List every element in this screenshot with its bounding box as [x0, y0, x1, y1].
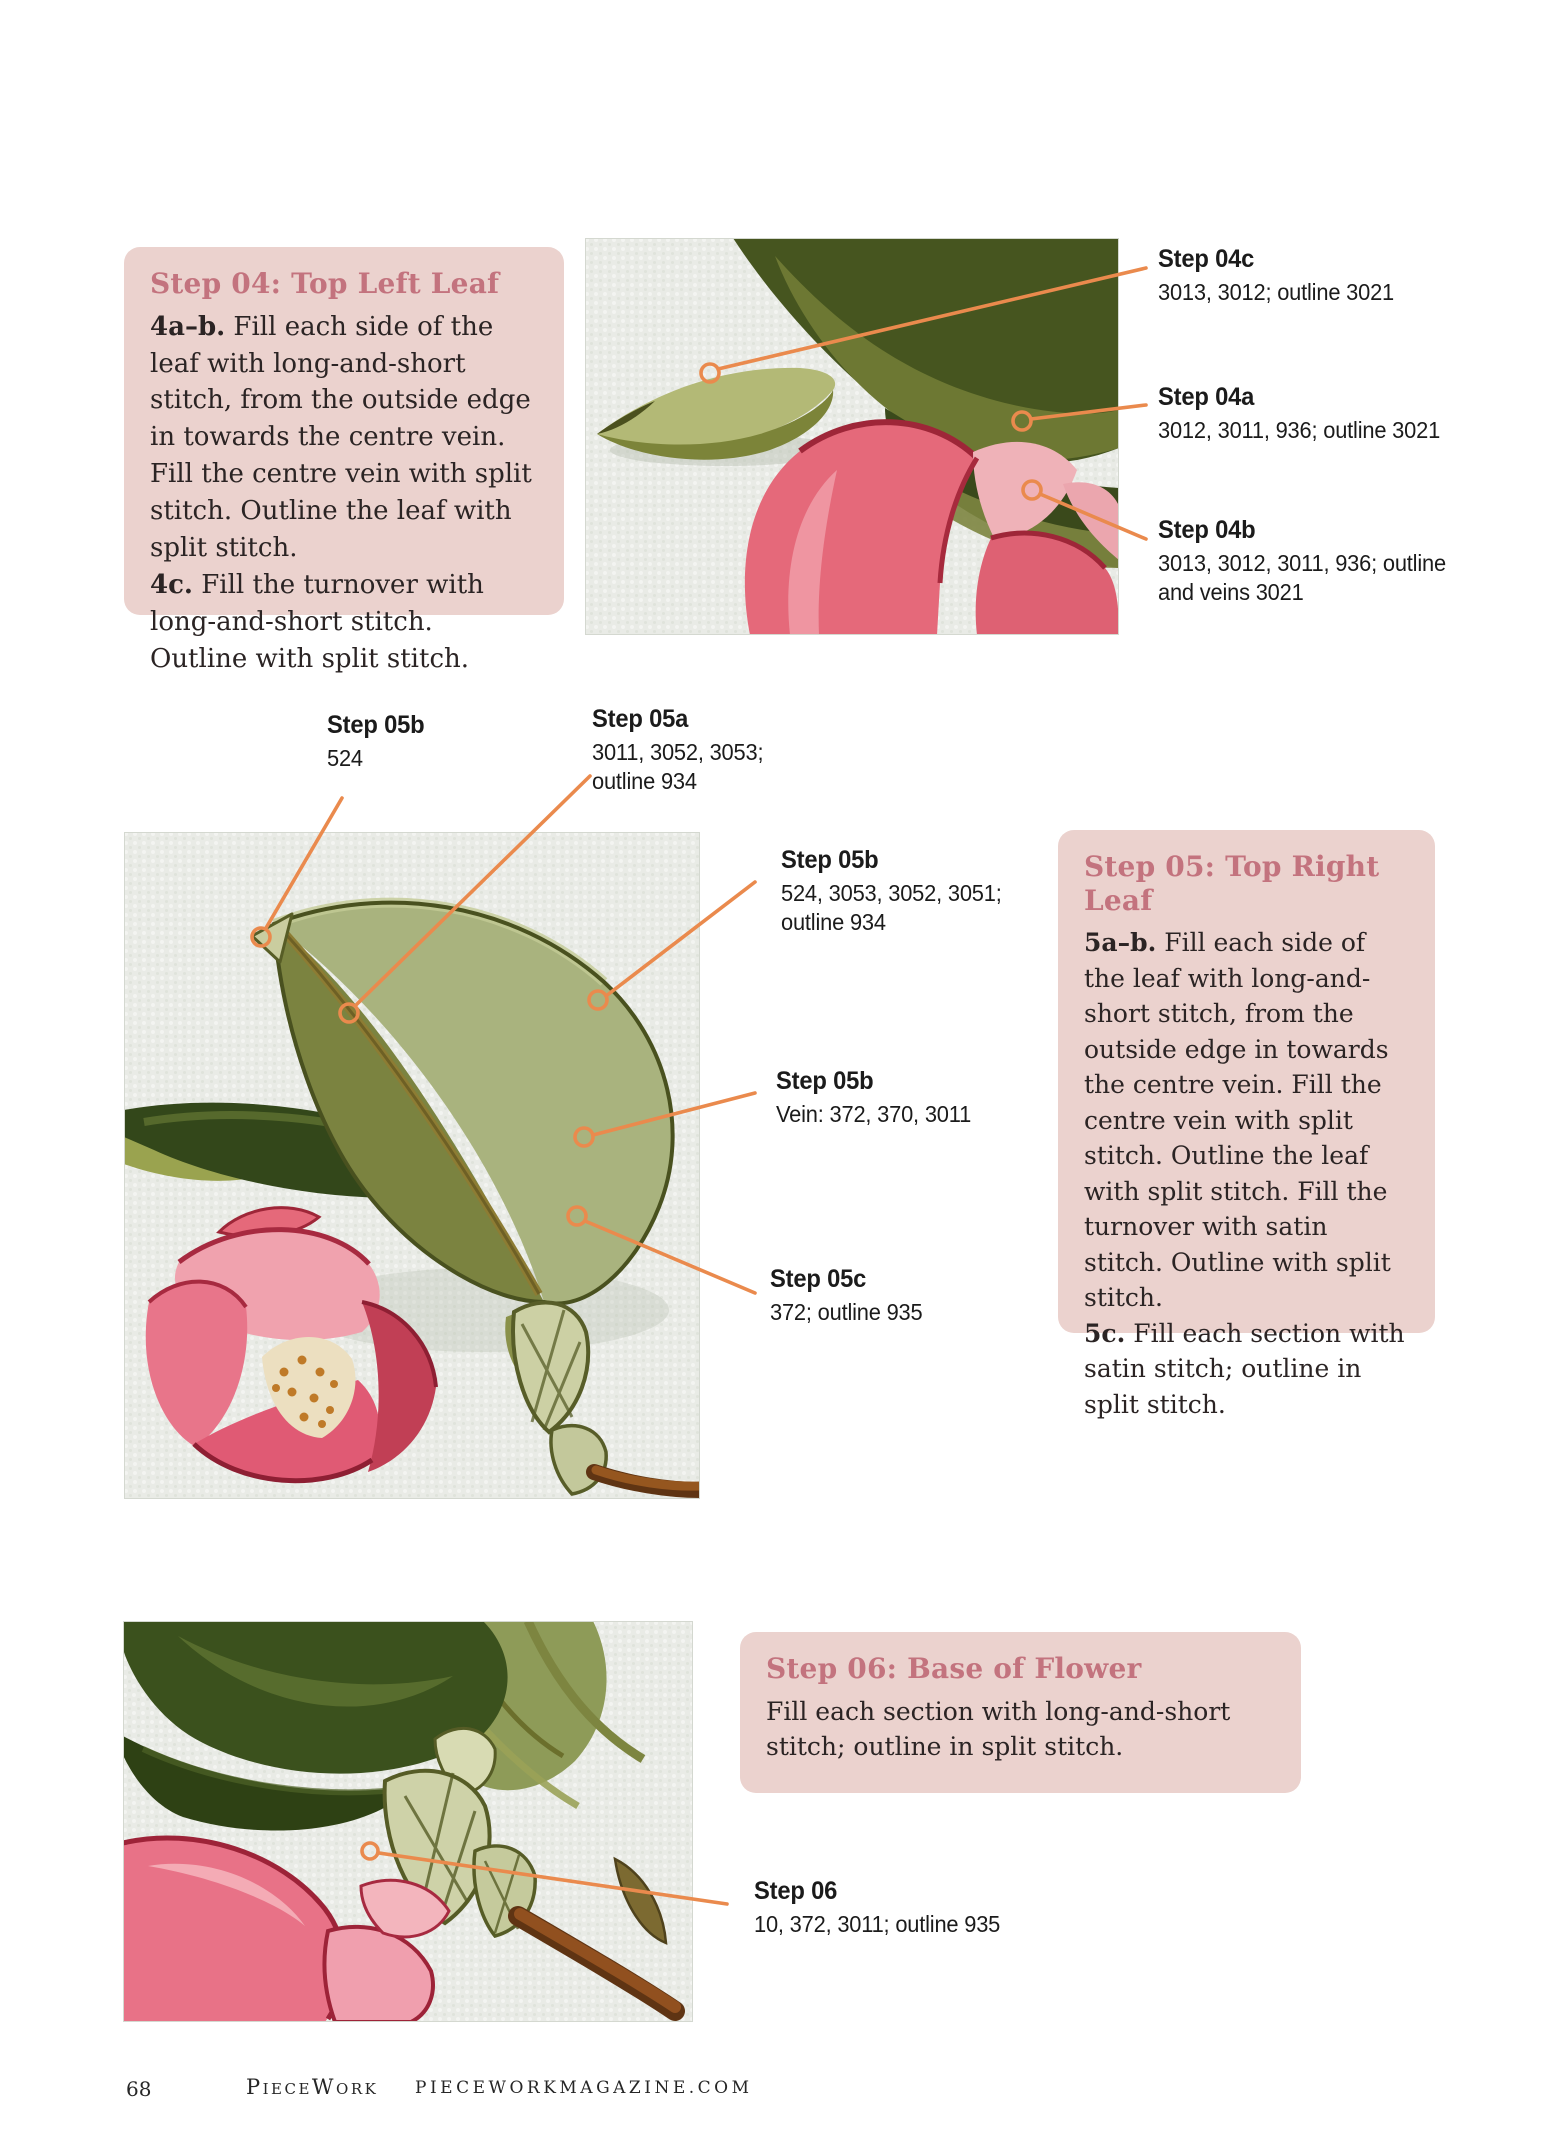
step04-paragraph-1: [150, 309, 538, 567]
callout-value: 3012, 3011, 936; outline 3021: [1158, 416, 1441, 443]
callout-label-step06: [754, 1876, 1068, 1939]
magazine-website: PIECEWORKMAGAZINE.COM: [415, 2078, 753, 2098]
step05-paragraph-1: [1084, 925, 1409, 1316]
callout-label-step05b-blade: [781, 845, 1039, 938]
step06-photo-illustration: [123, 1621, 693, 2022]
step05-paragraph-1-lead: 5a–b.: [1084, 928, 1157, 958]
callout-title: Step 05a: [592, 705, 689, 733]
step06-instruction-box: [740, 1632, 1301, 1793]
step05-paragraph-1-text: Fill each side of the leaf with long-and-short stitch, from the outside edge in towards the centre vein. Fill the centre vein with split stitch. Outline the leaf with split stitch. Fill the turnover with satin stitch. Outline with split stitch.: [1084, 928, 1391, 1313]
step06-paragraph-1-text: Fill each section with long-and-short stitch; outline in split stitch.: [766, 1696, 1231, 1762]
callout-label-step05a: [592, 704, 799, 797]
page-footer: [0, 2075, 1551, 2115]
callout-label-step04a: [1158, 382, 1481, 445]
step05-paragraph-2-text: Fill each section with satin stitch; outline in split stitch.: [1084, 1318, 1405, 1419]
step05-photo: [124, 832, 700, 1499]
callout-value: 524: [327, 744, 363, 771]
step04-photo: [585, 238, 1119, 635]
callout-title: Step 04c: [1158, 245, 1255, 273]
page-number: 68: [126, 2077, 152, 2101]
step04-paragraph-1-lead: 4a–b.: [150, 311, 226, 342]
callout-title: Step 04a: [1158, 383, 1255, 411]
step04-instruction-box: [124, 247, 564, 674]
callout-value: 3013, 3012, 3011, 936; outline and veins 3021: [1158, 549, 1446, 606]
step05-photo-illustration: [124, 832, 700, 1499]
callout-title: Step 05b: [776, 1067, 874, 1095]
callout-title: Step 05b: [781, 846, 879, 874]
callout-label-step05c: [770, 1264, 1017, 1327]
callout-value: Vein: 372, 370, 3011: [776, 1100, 972, 1127]
step04-paragraph-2: [150, 567, 538, 678]
step06-box-title: Step 06: Base of Flower: [766, 1652, 1142, 1685]
step04-photo-illustration: [585, 238, 1119, 635]
callout-value: 3013, 3012; outline 3021: [1158, 278, 1395, 305]
callout-title: Step 05c: [770, 1265, 867, 1293]
step06-photo: [123, 1621, 693, 2022]
callout-label-step04b: [1158, 515, 1481, 608]
step05-box-title: Step 05: Top Right Leaf: [1084, 850, 1380, 917]
callout-title: Step 04b: [1158, 516, 1256, 544]
step05-instruction-box: [1058, 830, 1435, 1419]
callout-title: Step 05b: [327, 711, 425, 739]
callout-value: 372; outline 935: [770, 1298, 923, 1325]
step06-paragraph-1: [766, 1694, 1275, 1765]
callout-value: 10, 372, 3011; outline 935: [754, 1910, 1001, 1937]
callout-value: 3011, 3052, 3053; outline 934: [592, 738, 764, 795]
step05-paragraph-2: [1084, 1316, 1409, 1423]
step04-paragraph-1-text: Fill each side of the leaf with long-and-short stitch, from the outside edge in towards the centre vein. Fill the centre vein with split stitch. Outline the leaf with split stitch.: [150, 311, 532, 564]
callout-title: Step 06: [754, 1877, 838, 1905]
step05-paragraph-2-lead: 5c.: [1084, 1318, 1126, 1348]
step04-paragraph-2-lead: 4c.: [150, 569, 193, 600]
callout-label-step04c: [1158, 244, 1462, 307]
step04-paragraph-2-text: Fill the turnover with long-and-short stitch. Outline with split stitch.: [150, 569, 484, 674]
callout-label-step05b-turnover: [327, 710, 517, 773]
callout-value: 524, 3053, 3052, 3051; outline 934: [781, 879, 1002, 936]
step04-box-title: Step 04: Top Left Leaf: [150, 267, 500, 300]
callout-label-step05b-vein: [776, 1066, 1052, 1129]
magazine-name: PieceWork: [246, 2075, 379, 2099]
